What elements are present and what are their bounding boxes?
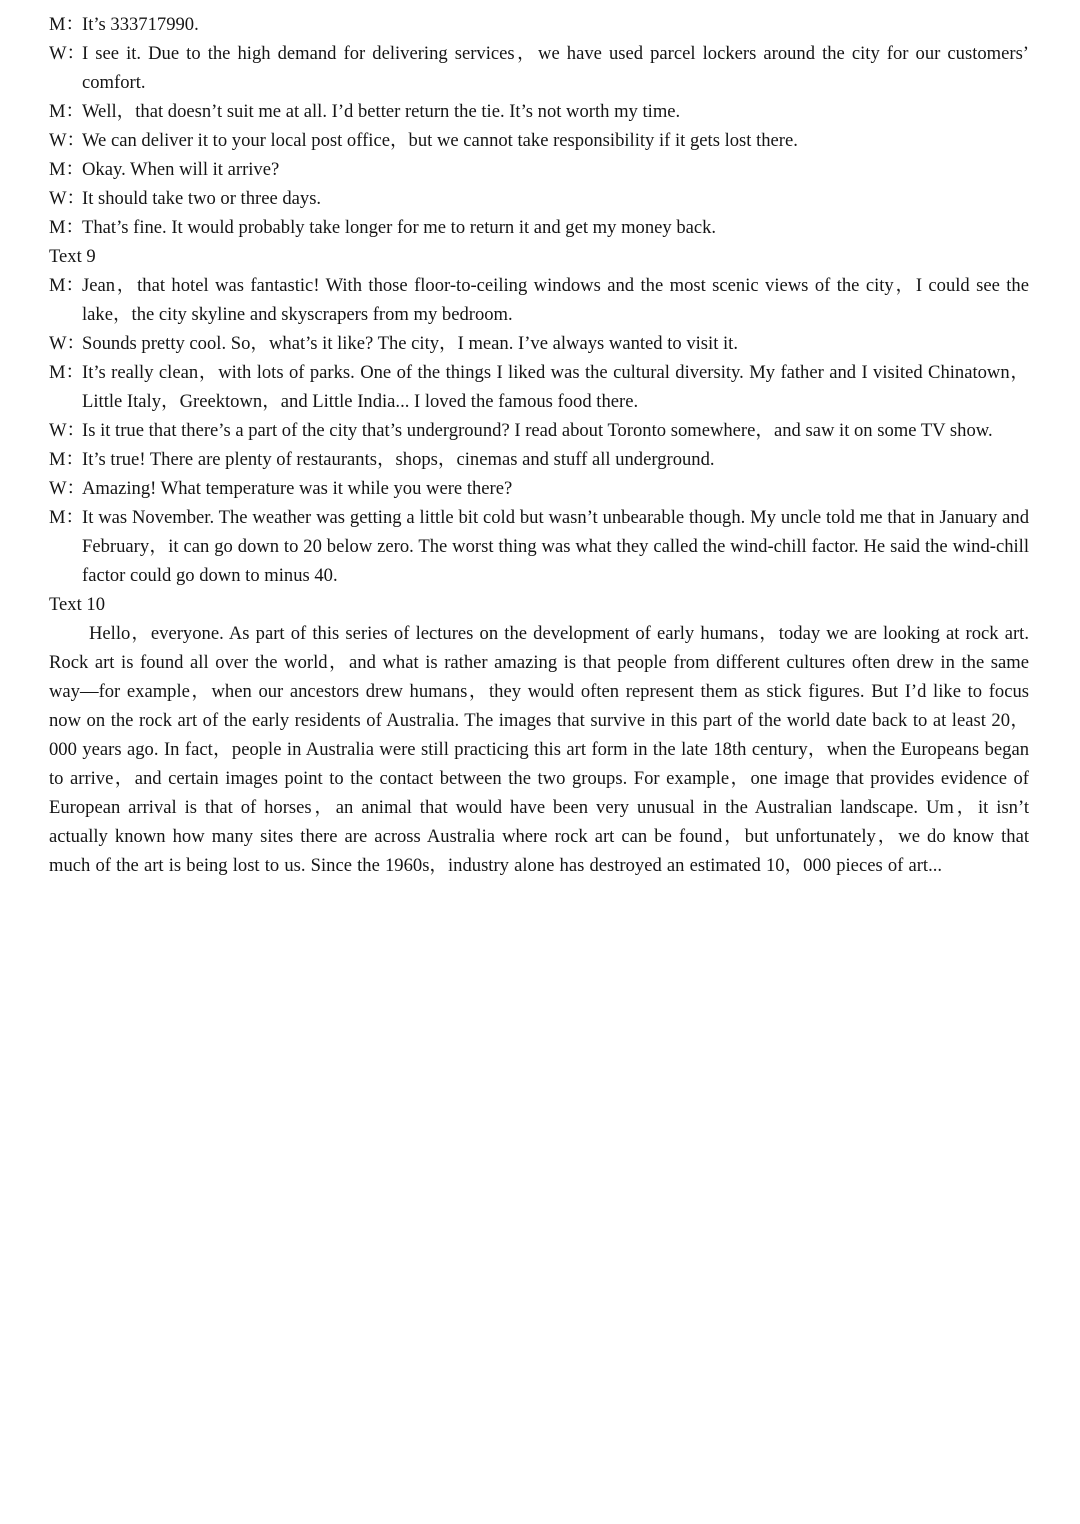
speaker-label: M： [49,275,85,296]
lecture-paragraph: Hello，everyone. As part of this series of lectures on the development of early humans，today we are looking at rock art. Rock art is found all over the world，and what is rather amazing is that people from different cultures often drew in the same way—for example，when our ancestors drew humans，they would often represent them as stick figures. But I’d like to focus now on the rock art of the early residents of Australia. The images that survive in this part of the world date back to at least 20，000 years ago. In fact，people in Australia were still practicing this art form in the late 18th century，when the Europeans began to arrive，and certain images point to the contact between the two groups. For example，one image that provides evidence of European arrival is that of horses，an animal that would have been very unusual in the Australian landscape. Um，it isn’t actually known how many sites there are across Australia where rock art can be found，but unfortunately，we do know that much of the art is being lost to us. Since the 1960s，industry alone has destroyed an estimated 10，000 pieces of art... [49,623,1029,876]
dialogue-line [49,39,1029,97]
dialogue-line [49,213,1029,242]
speaker-label: M： [49,449,85,470]
dialogue-text: It’s true! There are plenty of restaurants，shops，cinemas and stuff all underground. [82,449,715,470]
speaker-label: W： [49,478,86,499]
speaker-label: W： [49,43,86,64]
dialogue-line [49,503,1029,590]
dialogue-text: Sounds pretty cool. So，what’s it like? The city，I mean. I’ve always wanted to visit it. [82,333,739,354]
dialogue-line [49,184,1029,213]
text10-heading: Text 10 [49,594,106,615]
dialogue-line [49,126,1029,155]
dialogue-text: We can deliver it to your local post office，but we cannot take responsibility if it gets lost there. [82,130,798,151]
dialogue-line [49,329,1029,358]
dialogue-text: Jean，that hotel was fantastic! With those floor-to-ceiling windows and the most scenic views of the city，I could see the lake，the city skyline and skyscrapers from my bedroom. [82,275,1029,325]
dialogue-line [49,474,1029,503]
dialogue-line [49,10,1029,39]
dialogue-text: It was November. The weather was getting a little bit cold but wasn’t unbearable though. My uncle told me that in January and February，it can go down to 20 below zero. The worst thing was what they called the wind-chill factor. He said the wind-chill factor could go down to minus 40. [82,507,1029,586]
transcript-page [49,10,1029,880]
dialogue-line [49,416,1029,445]
dialogue-text: Well，that doesn’t suit me at all. I’d better return the tie. It’s not worth my time. [82,101,681,122]
dialogue-text: It should take two or three days. [82,188,322,209]
dialogue-line [49,358,1029,416]
speaker-label: W： [49,333,86,354]
speaker-label: M： [49,159,85,180]
dialogue-text: It’s really clean，with lots of parks. One of the things I liked was the cultural diversity. My father and I visited Chinatown，Little Italy，Greektown，and Little India... I loved the famous food there. [82,362,1029,412]
dialogue-text: Is it true that there’s a part of the city that’s underground? I read about Toronto somewhere，and saw it on some TV show. [82,420,993,441]
speaker-label: M： [49,217,85,238]
speaker-label: M： [49,362,85,383]
dialogue-line [49,445,1029,474]
dialogue-line [49,155,1029,184]
dialogue-text: Okay. When will it arrive? [82,159,280,180]
text9-heading: Text 9 [49,246,96,267]
speaker-label: M： [49,101,85,122]
speaker-label: W： [49,188,86,209]
dialogue-text: It’s 333717990. [82,14,199,35]
speaker-label: M： [49,14,85,35]
dialogue-line [49,271,1029,329]
dialogue-line [49,97,1029,126]
speaker-label: W： [49,420,86,441]
dialogue-text: I see it. Due to the high demand for delivering services，we have used parcel lockers around the city for our customers’ comfort. [82,43,1029,93]
speaker-label: W： [49,130,86,151]
speaker-label: M： [49,507,85,528]
dialogue-text: That’s fine. It would probably take longer for me to return it and get my money back. [82,217,717,238]
dialogue-text: Amazing! What temperature was it while you were there? [82,478,513,499]
